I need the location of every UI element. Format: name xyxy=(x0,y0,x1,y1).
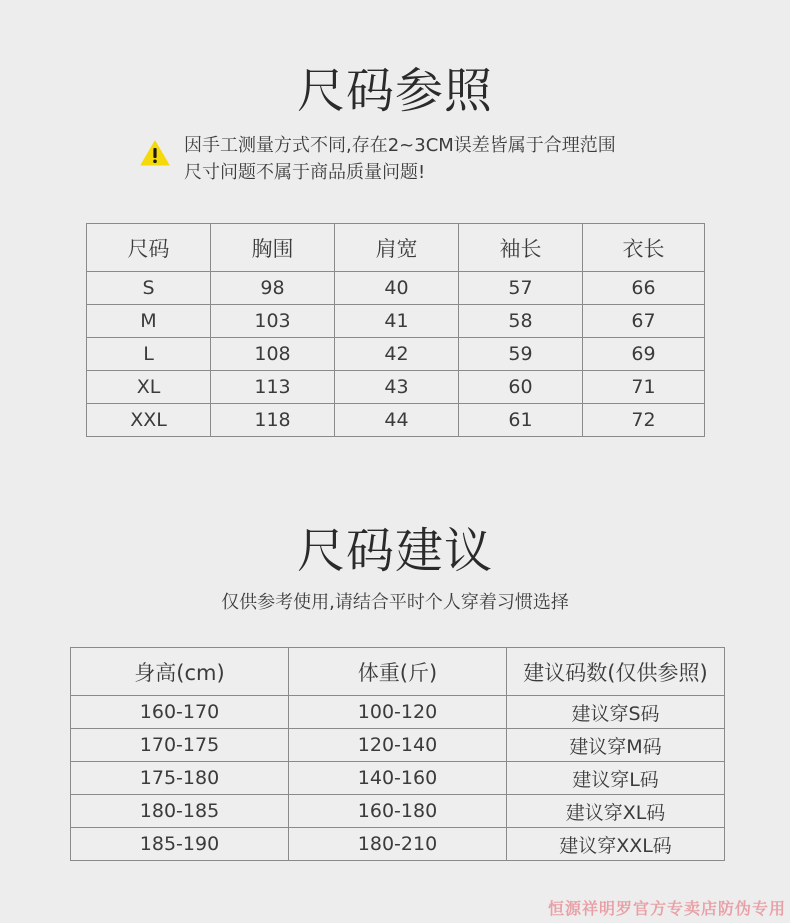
table-cell: 61 xyxy=(459,404,583,437)
table-row xyxy=(87,272,705,305)
size-advice-title: 尺码建议 xyxy=(296,523,493,579)
table-cell: 160-170 xyxy=(71,696,289,729)
table-row xyxy=(71,762,725,795)
size-advice-table xyxy=(70,647,725,861)
table-cell: 66 xyxy=(583,272,705,305)
header-size: 尺码 xyxy=(87,224,211,272)
table-cell: 建议穿S码 xyxy=(507,696,725,729)
table-cell: 175-180 xyxy=(71,762,289,795)
table-cell: 108 xyxy=(211,338,335,371)
table-cell: 67 xyxy=(583,305,705,338)
table-cell: 120-140 xyxy=(289,729,507,762)
table-cell: 118 xyxy=(211,404,335,437)
table-cell: 建议穿XXL码 xyxy=(507,828,725,861)
table-cell: 185-190 xyxy=(71,828,289,861)
watermark: 恒源祥明罗官方专卖店防伪专用 xyxy=(547,899,786,918)
table-cell: XL xyxy=(87,371,211,404)
table-cell: 98 xyxy=(211,272,335,305)
table-cell: 160-180 xyxy=(289,795,507,828)
table-cell: 建议穿M码 xyxy=(507,729,725,762)
table-cell: 43 xyxy=(335,371,459,404)
size-reference-table xyxy=(86,223,705,437)
size-reference-title: 尺码参照 xyxy=(296,63,493,119)
table-cell: 42 xyxy=(335,338,459,371)
table-row xyxy=(71,729,725,762)
header-recommended-size: 建议码数(仅供参照) xyxy=(507,648,725,696)
table-cell: 72 xyxy=(583,404,705,437)
notice-line-2: 尺寸问题不属于商品质量问题! xyxy=(184,162,426,183)
table-cell: 40 xyxy=(335,272,459,305)
table-cell: 60 xyxy=(459,371,583,404)
warning-triangle-icon xyxy=(140,140,170,166)
header-height: 身高(cm) xyxy=(71,648,289,696)
table-cell: 57 xyxy=(459,272,583,305)
header-shoulder: 肩宽 xyxy=(335,224,459,272)
table-cell: XXL xyxy=(87,404,211,437)
table-cell: 44 xyxy=(335,404,459,437)
table-row xyxy=(71,828,725,861)
table-cell: L xyxy=(87,338,211,371)
table-row xyxy=(71,795,725,828)
table-cell: 建议穿L码 xyxy=(507,762,725,795)
table-cell: 180-185 xyxy=(71,795,289,828)
table-cell: 180-210 xyxy=(289,828,507,861)
table-cell: 59 xyxy=(459,338,583,371)
table-cell: 69 xyxy=(583,338,705,371)
table-cell: 170-175 xyxy=(71,729,289,762)
table-header-row xyxy=(71,648,725,696)
table-cell: M xyxy=(87,305,211,338)
table-cell: 71 xyxy=(583,371,705,404)
table-cell: 41 xyxy=(335,305,459,338)
table-row xyxy=(87,371,705,404)
notice-line-1: 因手工测量方式不同,存在2~3CM误差皆属于合理范围 xyxy=(184,135,616,156)
table-header-row xyxy=(87,224,705,272)
table-cell: 113 xyxy=(211,371,335,404)
header-chest: 胸围 xyxy=(211,224,335,272)
size-advice-subtitle: 仅供参考使用,请结合平时个人穿着习惯选择 xyxy=(221,592,569,613)
table-row xyxy=(87,305,705,338)
header-weight: 体重(斤) xyxy=(289,648,507,696)
table-cell: 140-160 xyxy=(289,762,507,795)
table-row xyxy=(71,696,725,729)
table-cell: S xyxy=(87,272,211,305)
header-length: 衣长 xyxy=(583,224,705,272)
table-cell: 建议穿XL码 xyxy=(507,795,725,828)
table-row xyxy=(87,404,705,437)
table-cell: 100-120 xyxy=(289,696,507,729)
table-cell: 58 xyxy=(459,305,583,338)
table-row xyxy=(87,338,705,371)
table-cell: 103 xyxy=(211,305,335,338)
header-sleeve: 袖长 xyxy=(459,224,583,272)
